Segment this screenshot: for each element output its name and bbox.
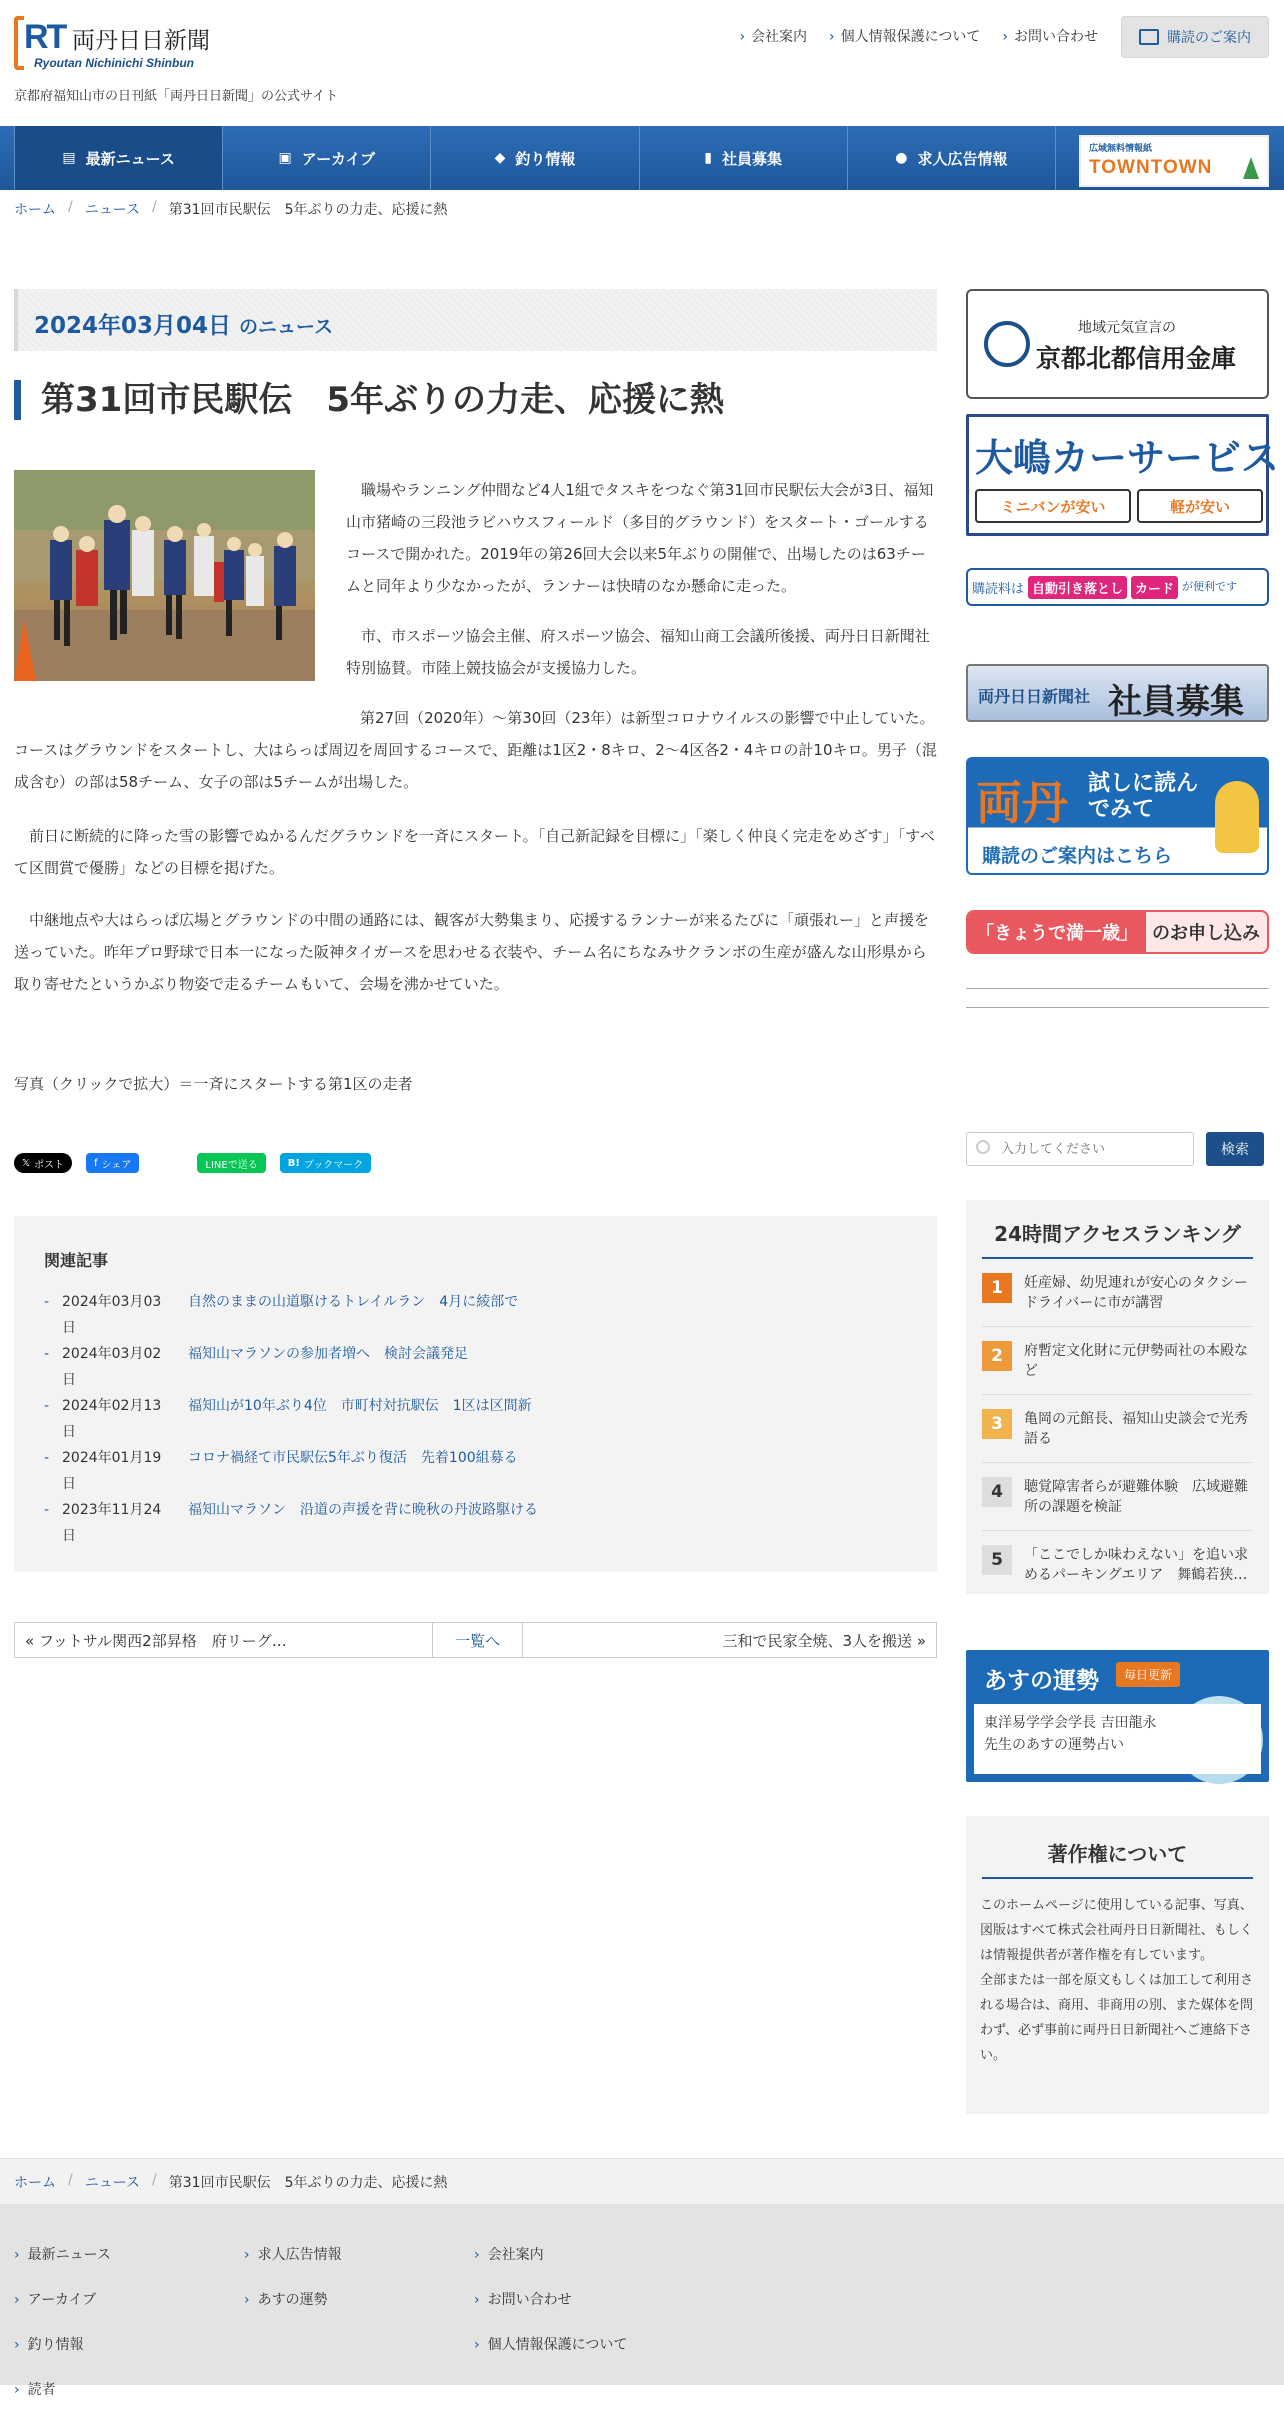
article-date-bar: [14, 289, 937, 351]
site-tagline: 京都府福知山市の日刊紙「両丹日日新聞」の公式サイト: [14, 89, 339, 104]
footer-link[interactable]: › アーカイブ: [14, 2292, 97, 2308]
x-share-button[interactable]: 𝕏 ポスト: [14, 1153, 72, 1173]
newspaper-icon: [1139, 29, 1159, 45]
ranking-item[interactable]: 4 聴覚障害者らが避難体験 広域避難所の課題を検証: [982, 1463, 1253, 1531]
chevron-right-icon: ›: [829, 29, 835, 45]
article-pager: [14, 1622, 937, 1658]
nav-townbanner-cell: [1055, 126, 1284, 190]
bank-ad-banner[interactable]: 地域元気宣言の 京都北都信用金庫: [966, 289, 1269, 399]
footer-link[interactable]: › あすの運勢: [244, 2292, 328, 2308]
article-paragraph: 市、市スポーツ協会主催、府スポーツ協会、福知山商工会議所後援、両丹日日新聞社特別協賛。市陸上競技協会が支援協力した。: [346, 627, 930, 677]
footer-link[interactable]: › お問い合わせ: [474, 2292, 572, 2308]
breadcrumb-current: 第31回市民駅伝 5年ぶりの力走、応援に熱: [168, 202, 448, 218]
chevron-right-icon: ›: [14, 2247, 20, 2263]
chevron-right-icon: ›: [14, 2337, 20, 2353]
footer-link[interactable]: › 最新ニュース: [14, 2247, 111, 2263]
nav-latest-news[interactable]: ▤ 最新ニュース: [14, 126, 222, 190]
horoscope-banner[interactable]: あすの運勢 毎日更新 東洋易学学会学長 吉田龍永 先生のあすの運勢占い: [966, 1650, 1269, 1782]
logo-mark: RT: [14, 14, 72, 72]
townbanner-link[interactable]: 広域無料情報紙 TOWNTOWN: [1079, 135, 1269, 187]
birthday-banner[interactable]: 「きょうで満一歳」 のお申し込み: [966, 910, 1269, 954]
topnav-contact[interactable]: › お問い合わせ: [1002, 29, 1098, 45]
archive-icon: ▣: [278, 150, 292, 166]
footer-link[interactable]: › 求人広告情報: [244, 2247, 342, 2263]
footer-col-1: [14, 2244, 111, 2424]
list-item[interactable]: - 2023年11月24 日 福知山マラソン 沿道の声援を背に晩秋の丹波路駆ける: [44, 1502, 538, 1544]
chevron-right-icon: ›: [474, 2247, 480, 2263]
chevron-right-icon: ›: [14, 2292, 20, 2308]
site-logo[interactable]: [14, 14, 224, 74]
car-service-ad-banner[interactable]: 大嶋カーサービス ミニバンが安い 軽が安い: [966, 414, 1269, 536]
chevron-right-icon: ›: [739, 29, 746, 45]
nav-job-ads[interactable]: ● 求人広告情報: [847, 126, 1055, 190]
article-paragraph: 前日に断続的に降った雪の影響でぬかるんだグラウンドを一斉にスタート。「自己新記録を目標に」「楽しく仲良く完走をめざす」「すべて区間賞で優勝」などの目標を掲げた。: [14, 827, 935, 877]
footer: [0, 2204, 1284, 2398]
footer-link[interactable]: › 個人情報保護について: [474, 2337, 628, 2353]
footer-link[interactable]: › 釣り情報: [14, 2337, 84, 2353]
daily-update-badge: 毎日更新: [1116, 1662, 1180, 1687]
chevron-right-icon: ›: [14, 2382, 20, 2398]
nav-fishing[interactable]: ◆ 釣り情報: [430, 126, 638, 190]
article-title: 第31回市民駅伝 5年ぶりの力走、応援に熱: [14, 380, 937, 420]
share-buttons: [14, 1153, 371, 1173]
facebook-icon: f: [94, 1157, 98, 1169]
main-nav: [0, 126, 1284, 190]
article-photo[interactable]: [14, 470, 315, 681]
search-icon: [976, 1140, 990, 1154]
breadcrumb-news[interactable]: ニュース: [84, 202, 141, 218]
x-icon: 𝕏: [22, 1157, 31, 1169]
newspaper-icon: ▤: [62, 150, 76, 166]
article-list-link[interactable]: 一覧へ: [433, 1623, 523, 1657]
breadcrumb-current: 第31回市民駅伝 5年ぶりの力走、応援に熱: [168, 2175, 448, 2191]
article-paragraph: 職場やランニング仲間など4人1組でタスキをつなぐ第31回市民駅伝大会が3日、福知山市猪崎の三段池ラビハウスフィールド（多目的グラウンド）をスタート・ゴールするコースで開かれた。2019年の第26回大会以来5年ぶりの開催で、出場したのは63チームと同年より少なかったが、ランナーは快晴のなか懸命に走った。: [346, 481, 934, 595]
site-roman-name: Ryoutan Nichinichi Shinbun: [34, 56, 194, 70]
hatena-icon: B!: [287, 1157, 300, 1169]
list-item[interactable]: - 2024年01月19 日 コロナ禍経て市民駅伝5年ぶり復活 先着100組募る: [44, 1450, 518, 1492]
breadcrumb-news[interactable]: ニュース: [84, 2175, 141, 2191]
list-item[interactable]: - 2024年03月02 日 福知山マラソンの参加者増へ 検討会議発足: [44, 1346, 468, 1388]
list-item[interactable]: - 2024年02月13 日 福知山が10年ぶり4位 市町村対抗駅伝 1区は区間新: [44, 1398, 532, 1440]
footer-breadcrumb: ホーム / ニュース / 第31回市民駅伝 5年ぶりの力走、応援に熱: [14, 2172, 448, 2191]
chevron-right-icon: ›: [474, 2292, 480, 2308]
photo-caption: 写真（クリックで拡大）＝一斉にスタートする第1区の走者: [14, 1075, 413, 1093]
search-input[interactable]: [966, 1132, 1194, 1166]
bank-logo-icon: [984, 321, 1030, 367]
search-button[interactable]: 検索: [1206, 1132, 1264, 1166]
fish-icon: ◆: [494, 150, 506, 166]
article-date-suffix: のニュース: [239, 316, 334, 338]
ranking-item[interactable]: 1 妊産婦、幼児連れが安心のタクシードライバーに市が講習: [982, 1259, 1253, 1327]
copyright-text: このホームページに使用している記事、写真、図版はすべて株式会社両丹日日新聞社、もしくは情報提供者が著作権を有しています。 全部または一部を原文もしくは加工して利用される場合は、商用、非商用の別、また媒体を問わず、必ず事前に両丹日日新聞社へご連絡下さい。: [980, 1898, 1254, 2063]
ranking-heading: 24時間アクセスランキング: [982, 1218, 1253, 1259]
topnav-company[interactable]: › 会社案内: [739, 29, 808, 45]
person-icon: ●: [895, 150, 908, 166]
footer-col-2: [244, 2244, 342, 2334]
ranking-item[interactable]: 2 府暫定文化財に元伊勢両社の本殿など: [982, 1327, 1253, 1395]
broken-image[interactable]: [966, 988, 1269, 1008]
footer-link[interactable]: › 会社案内: [474, 2247, 544, 2263]
facebook-share-button[interactable]: f シェア: [86, 1153, 139, 1173]
access-ranking: [966, 1200, 1269, 1594]
footer-link[interactable]: › 読者: [14, 2382, 56, 2398]
bookmark-icon: ▮: [704, 150, 712, 166]
subscribe-button[interactable]: 購読のご案内: [1121, 16, 1269, 58]
copyright-heading: 著作権について: [982, 1838, 1253, 1879]
article-date: 2024年03月04日: [34, 313, 232, 339]
prev-article-link[interactable]: « フットサル関西2部昇格 府リーグ…: [15, 1623, 433, 1657]
chevron-right-icon: ›: [244, 2292, 250, 2308]
tree-icon: [1243, 157, 1259, 179]
nav-recruit[interactable]: ▮ 社員募集: [639, 126, 847, 190]
related-heading: 関連記事: [44, 1251, 109, 1270]
top-nav: [739, 26, 1098, 46]
chevron-right-icon: ›: [1002, 29, 1008, 45]
footer-col-3: [474, 2244, 627, 2379]
topnav-privacy[interactable]: › 個人情報保護について: [829, 29, 981, 45]
chevron-right-icon: ›: [474, 2337, 480, 2353]
recruit-banner[interactable]: 両丹日日新聞社 社員募集: [966, 664, 1269, 722]
mascot-icon: [1215, 781, 1259, 853]
list-item[interactable]: - 2024年03月03 日 自然のままの山道駆けるトレイルラン 4月に綾部で: [44, 1294, 519, 1336]
site-name: 両丹日日新聞: [72, 28, 210, 54]
article-paragraph: 第27回（2020年）～第30回（23年）は新型コロナウイルスの影響で中止していた。コースはグラウンドをスタートし、大はらっぱ周辺を周回するコースで、距離は1区2・8キロ、2～4区各2・4キロの計10キロ。男子（混成含む）の部は58チーム、女子の部は5チームが出場した。: [14, 709, 937, 791]
breadcrumb: ホーム / ニュース / 第31回市民駅伝 5年ぶりの力走、応援に熱: [14, 199, 448, 218]
hatena-bookmark-button[interactable]: B! ブックマーク: [280, 1153, 372, 1173]
breadcrumb-home[interactable]: ホーム: [14, 2175, 56, 2191]
line-share-button[interactable]: LINEで送る: [197, 1153, 265, 1173]
breadcrumb-home[interactable]: ホーム: [14, 202, 56, 218]
search-form: [966, 1132, 1264, 1166]
runners-photo: [14, 470, 315, 681]
related-list: [44, 1289, 907, 1549]
nav-archive[interactable]: ▣ アーカイブ: [222, 126, 430, 190]
ranking-item[interactable]: 5 「ここでしか味わえない」を追い求めるパーキングエリア 舞鶴若狭…: [982, 1531, 1253, 1599]
ranking-item[interactable]: 3 亀岡の元館長、福知山史談会で光秀語る: [982, 1395, 1253, 1463]
subscription-fee-banner[interactable]: 購読料は 自動引き落とし カード が便利です: [966, 568, 1269, 606]
article-paragraph: 中継地点や大はらっぱ広場とグラウンドの中間の通路には、観客が大勢集まり、応援するランナーが来るたびに「頑張れー」と声援を送っていた。昨年プロ野球で日本一になった阪神タイガースを思わせる衣装や、チーム名にちなみサクランボの生産が盛んな山形県から取り寄せたというかぶり物姿で走るチームもいて、会場を沸かせていた。: [14, 911, 930, 993]
related-articles: [14, 1216, 937, 1572]
chevron-right-icon: ›: [244, 2247, 250, 2263]
trial-reading-banner[interactable]: 両丹 試しに読んでみて 購読のご案内はこちら: [966, 757, 1269, 875]
copyright-box: [966, 1816, 1269, 2114]
next-article-link[interactable]: 三和で民家全焼、3人を搬送 »: [722, 1631, 926, 1650]
